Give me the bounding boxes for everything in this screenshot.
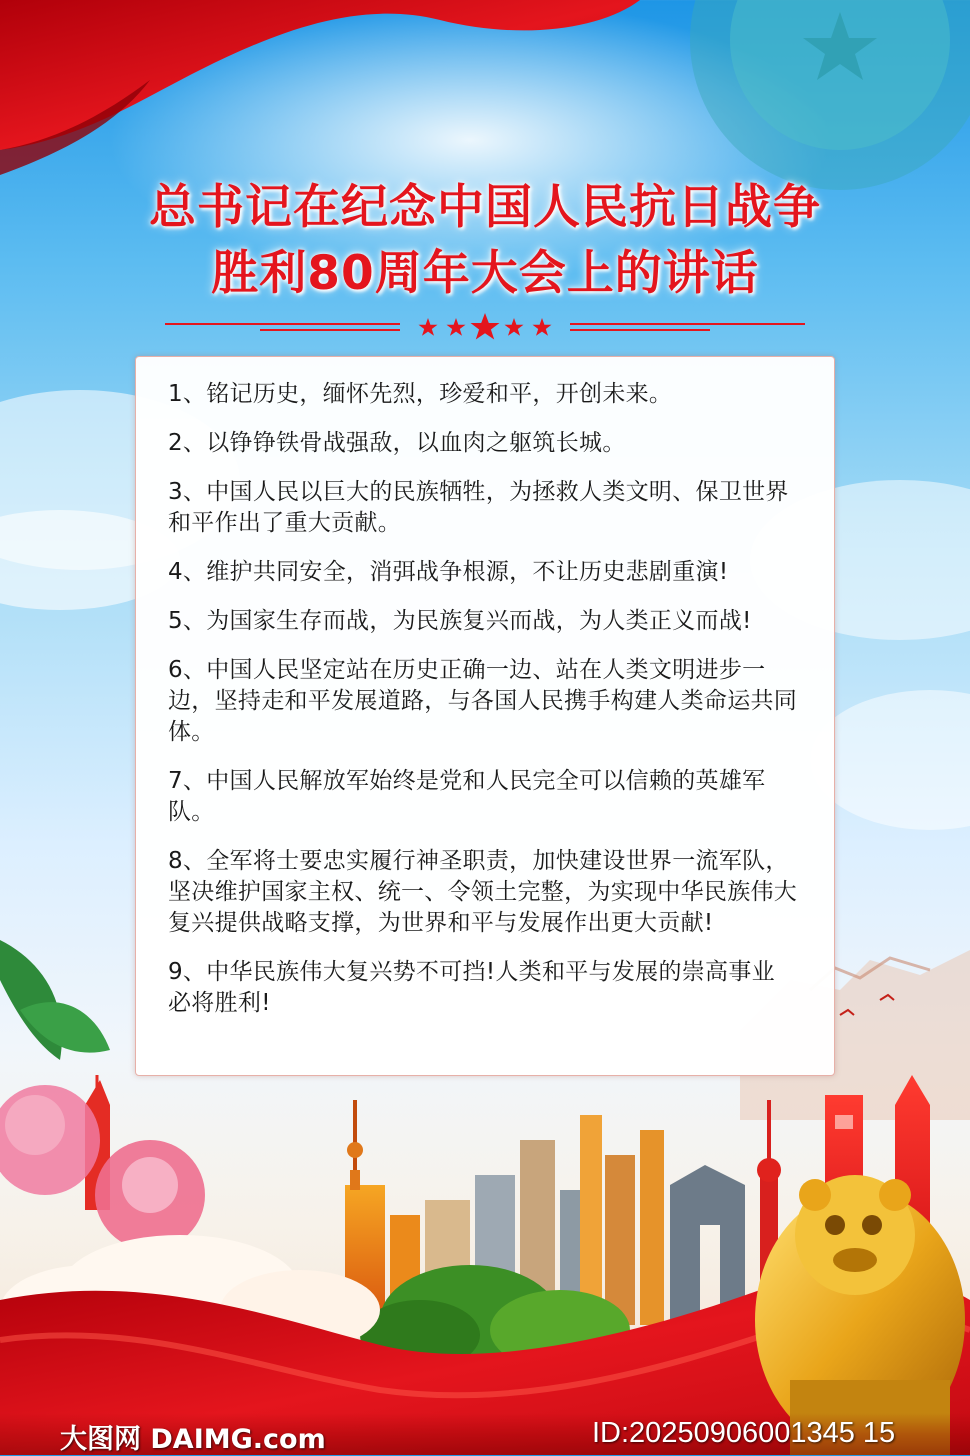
footer-watermark xyxy=(0,1413,970,1455)
title-line-1: 总书记在纪念中国人民抗日战争 xyxy=(149,180,821,235)
quote-item: 5、为国家生存而战，为民族复兴而战，为人类正义而战! xyxy=(168,608,752,634)
quote-item: 9、中华民族伟大复兴势不可挡!人类和平与发展的崇高事业必将胜利! xyxy=(168,959,775,1016)
image-id: ID:20250906001345 15 xyxy=(592,1417,896,1449)
star-icon xyxy=(419,318,438,336)
quote-item: 3、中国人民以巨大的民族牺牲，为拯救人类文明、保卫世界和平作出了重大贡献。 xyxy=(168,479,789,536)
quote-item: 1、铭记历史，缅怀先烈，珍爱和平，开创未来。 xyxy=(168,381,673,407)
site-watermark: 大图网 DAIMG.com xyxy=(60,1424,326,1455)
star-icon xyxy=(505,318,524,336)
page-title xyxy=(0,175,970,307)
star-icon xyxy=(533,318,552,336)
quote-item: 2、以铮铮铁骨战强敌，以血肉之躯筑长城。 xyxy=(168,430,626,456)
star-icon xyxy=(447,318,466,336)
quote-item: 8、全军将士要忠实履行神圣职责，加快建设世界一流军队，坚决维护国家主权、统一、令领土完整，为实现中华民族伟大复兴提供战略支撑，为世界和平与发展作出更大贡献! xyxy=(168,848,798,936)
quotes-card xyxy=(135,356,835,1076)
title-line-2: 胜利80周年大会上的讲话 xyxy=(211,246,759,301)
star-icon xyxy=(471,313,500,340)
quote-item: 7、中国人民解放军始终是党和人民完全可以信赖的英雄军队。 xyxy=(168,768,766,825)
quote-item: 4、维护共同安全，消弭战争根源，不让历史悲剧重演! xyxy=(168,559,729,585)
quote-item: 6、中国人民坚定站在历史正确一边、站在人类文明进步一边，坚持走和平发展道路，与各国人民携手构建人类命运共同体。 xyxy=(168,657,798,745)
quote-list xyxy=(168,379,798,1037)
star-divider xyxy=(160,310,810,344)
